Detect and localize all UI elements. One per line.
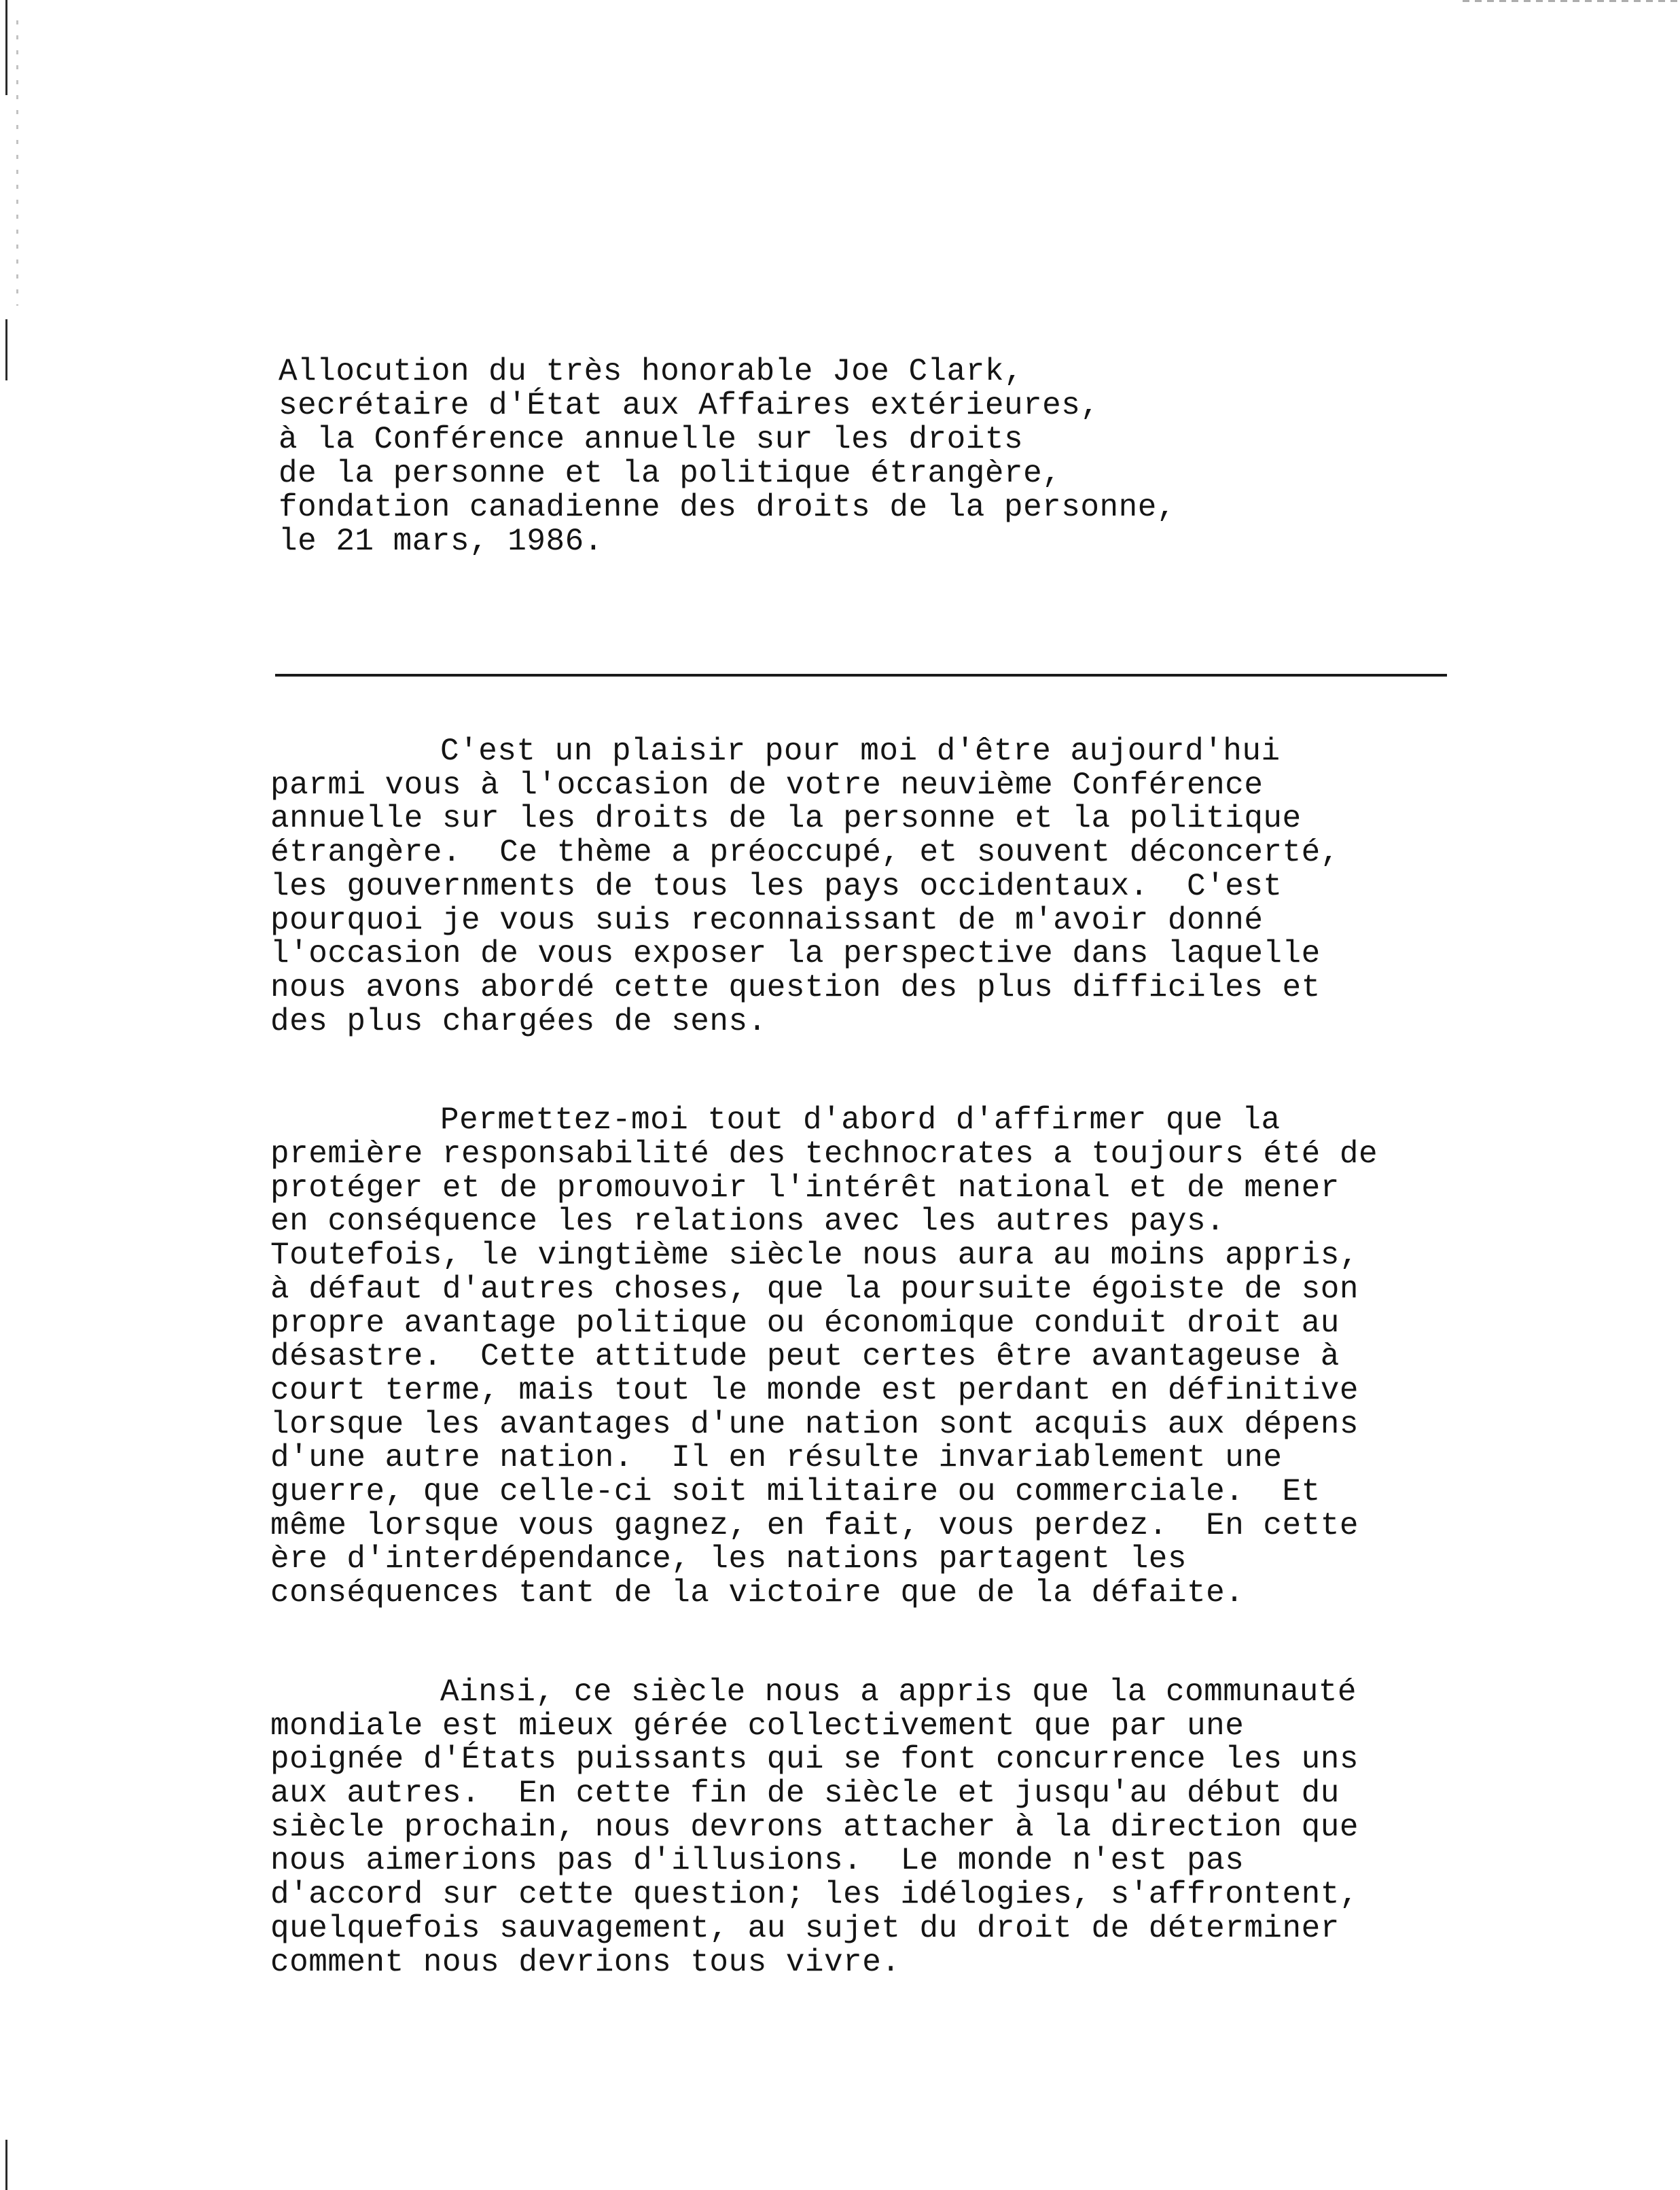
paragraph-3	[270, 1676, 1466, 1979]
horizontal-divider	[275, 674, 1447, 677]
body-line: nous avons abordé cette question des plus difficiles et	[270, 969, 1321, 1005]
body-line: Permettez-moi tout d'abord d'affirmer que la	[440, 1102, 1281, 1138]
body-line: mondiale est mieux gérée collectivement que par une	[270, 1708, 1245, 1744]
body-line: annuelle sur les droits de la personne et la politique	[270, 801, 1302, 837]
heading-line: Allocution du très honorable Joe Clark,	[279, 354, 1024, 389]
body-line: nous aimerions pas d'illusions. Le monde n'est pas	[270, 1843, 1245, 1879]
paragraph-1	[270, 735, 1466, 1039]
body-line: propre avantage politique ou économique conduit droit au	[270, 1305, 1340, 1341]
scan-dotted-artifact	[16, 20, 18, 306]
body-line: l'occasion de vous exposer la perspective dans laquelle	[270, 936, 1321, 972]
body-line: ère d'interdépendance, les nations partagent les	[270, 1541, 1187, 1577]
body-line: comment nous devrions tous vivre.	[270, 1944, 901, 1980]
body-line: étrangère. Ce thème a préoccupé, et souvent déconcerté,	[270, 835, 1340, 871]
body-line: guerre, que celle-ci soit militaire ou commerciale. Et	[270, 1474, 1321, 1510]
body-line: même lorsque vous gagnez, en fait, vous perdez. En cette	[270, 1507, 1359, 1543]
body-line: Ainsi, ce siècle nous a appris que la communauté	[440, 1674, 1357, 1710]
body-line: les gouvernments de tous les pays occidentaux. C'est	[270, 868, 1283, 904]
scan-edge-mark	[5, 0, 7, 95]
speech-heading	[279, 355, 1433, 558]
body-line: aux autres. En cette fin de siècle et jusqu'au début du	[270, 1775, 1340, 1811]
body-line: d'une autre nation. Il en résulte invariablement une	[270, 1440, 1283, 1476]
scan-edge-mark	[5, 319, 7, 380]
body-line: siècle prochain, nous devrons attacher à la direction que	[270, 1809, 1359, 1845]
heading-line: de la personne et la politique étrangère,	[279, 456, 1062, 491]
scan-top-artifact	[1463, 0, 1680, 2]
body-line: protéger et de promouvoir l'intérêt national et de mener	[270, 1170, 1340, 1206]
paragraph-2	[270, 1104, 1466, 1611]
body-line: conséquences tant de la victoire que de la défaite.	[270, 1575, 1245, 1611]
body-line: désastre. Cette attitude peut certes être avantageuse à	[270, 1339, 1340, 1375]
body-line: à défaut d'autres choses, que la poursuite égoiste de son	[270, 1271, 1359, 1307]
body-line: des plus chargées de sens.	[270, 1003, 767, 1039]
body-line: lorsque les avantages d'une nation sont acquis aux dépens	[270, 1406, 1359, 1442]
heading-line: secrétaire d'État aux Affaires extérieures,	[279, 388, 1100, 423]
scan-edge-mark	[5, 2140, 7, 2190]
body-line: court terme, mais tout le monde est perdant en définitive	[270, 1372, 1359, 1408]
body-line: pourquoi je vous suis reconnaissant de m'avoir donné	[270, 902, 1264, 938]
body-line: première responsabilité des technocrates a toujours été de	[270, 1136, 1378, 1172]
heading-line: le 21 mars, 1986.	[279, 524, 603, 559]
body-line: C'est un plaisir pour moi d'être aujourd'hui	[440, 734, 1281, 769]
body-line: d'accord sur cette question; les idélogies, s'affrontent,	[270, 1877, 1359, 1913]
speech-body	[270, 735, 1466, 2045]
body-line: poignée d'États puissants qui se font concurrence les uns	[270, 1742, 1359, 1778]
body-line: parmi vous à l'occasion de votre neuvième Conférence	[270, 767, 1264, 803]
body-line: Toutefois, le vingtième siècle nous aura au moins appris,	[270, 1238, 1359, 1274]
heading-line: à la Conférence annuelle sur les droits	[279, 422, 1024, 457]
body-line: en conséquence les relations avec les autres pays.	[270, 1204, 1226, 1240]
body-line: quelquefois sauvagement, au sujet du droit de déterminer	[270, 1910, 1340, 1946]
heading-line: fondation canadienne des droits de la personne,	[279, 490, 1176, 525]
